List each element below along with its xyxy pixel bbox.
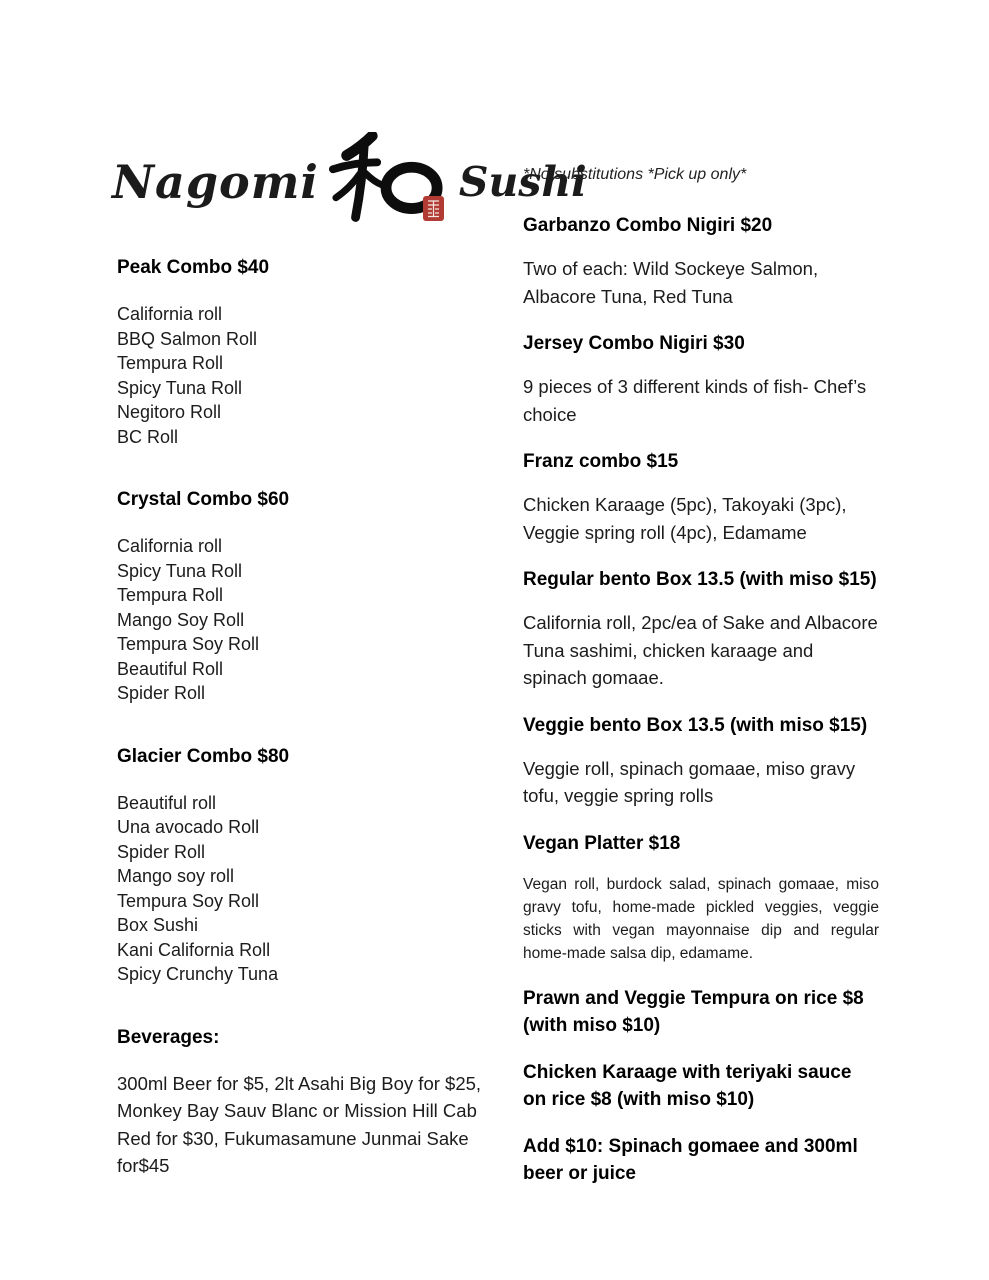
veggie-bento-desc: Veggie roll, spinach gomaae, miso gravy tofu, veggie spring rolls — [523, 757, 856, 806]
list-item: Una avocado Roll — [117, 817, 260, 837]
logo-text-sushi: Sushi — [458, 158, 587, 206]
glacier-combo-heading: Glacier Combo $80 — [117, 745, 290, 767]
logo-text-nagomi: Nagomi — [112, 155, 319, 209]
list-item: BC Roll — [117, 426, 179, 447]
list-item: Spicy Tuna Roll — [117, 560, 243, 581]
nagomi-kanji-logo — [327, 132, 445, 232]
list-item: California roll — [117, 304, 223, 324]
vegan-platter-desc: Vegan roll, burdock salad, spinach gomaae, miso gravy tofu, home-made pickled veggies, veggie sticks with vegan mayonnaise dip and regular home-made salsa dip, edamame. — [523, 875, 879, 962]
beverages-text: 300ml Beer for $5, 2lt Asahi Big Boy for $25, Monkey Bay Sauv Blanc or Mission Hill Cab Red for $30, Fukumasamune Junmai Sake for$45 — [117, 1072, 482, 1176]
list-item: Box Sushi — [117, 915, 199, 935]
franz-heading: Franz combo $15 — [523, 451, 679, 472]
jersey-heading: Jersey Combo Nigiri $30 — [523, 333, 745, 354]
peak-combo-heading: Peak Combo $40 — [117, 257, 270, 278]
list-item: Spicy Crunchy Tuna — [117, 964, 279, 984]
garbanzo-desc: Two of each: Wild Sockeye Salmon, Albacore Tuna, Red Tuna — [523, 258, 819, 307]
list-item: Kani California Roll — [117, 939, 271, 960]
regular-bento-desc: California roll, 2pc/ea of Sake and Albacore Tuna sashimi, chicken karaage and spinach gomaae. — [523, 612, 878, 688]
list-item: Tempura Soy Roll — [117, 890, 260, 911]
regular-bento-heading: Regular bento Box 13.5 (with miso $15) — [523, 569, 877, 590]
list-item: Tempura Roll — [117, 353, 224, 373]
substitutions-note: *No substitutions *Pick up only* — [523, 166, 747, 183]
chicken-karaage-rice-heading: Chicken Karaage with teriyaki sauce on rice $8 (with miso $10) — [523, 1061, 852, 1110]
list-item: Mango soy roll — [117, 866, 235, 886]
crystal-combo-list — [117, 534, 515, 706]
vegan-platter-heading: Vegan Platter $18 — [523, 832, 681, 854]
list-item: California roll — [117, 536, 223, 556]
list-item: Spicy Tuna Roll — [117, 377, 243, 398]
crystal-combo-heading: Crystal Combo $60 — [117, 489, 290, 510]
left-column — [117, 254, 515, 1180]
add-on-heading: Add $10: Spinach gomaee and 300ml beer or juice — [523, 1135, 858, 1184]
list-item: Spider Roll — [117, 683, 206, 703]
prawn-tempura-heading: Prawn and Veggie Tempura on rice $8 (with miso $10) — [523, 987, 864, 1036]
peak-combo-list — [117, 302, 515, 449]
glacier-combo-list — [117, 791, 515, 987]
franz-desc: Chicken Karaage (5pc), Takoyaki (3pc), Veggie spring roll (4pc), Edamame — [523, 494, 847, 543]
jersey-desc: 9 pieces of 3 different kinds of fish- Chef’s choice — [523, 376, 867, 425]
list-item: Tempura Roll — [117, 585, 224, 605]
list-item: Tempura Soy Roll — [117, 634, 260, 654]
beverages-heading: Beverages: — [117, 1026, 220, 1048]
red-seal-stamp-icon — [423, 196, 444, 221]
list-item: Negitoro Roll — [117, 402, 222, 422]
veggie-bento-heading: Veggie bento Box 13.5 (with miso $15) — [523, 714, 868, 736]
list-item: Spider Roll — [117, 841, 206, 862]
list-item: BBQ Salmon Roll — [117, 328, 258, 349]
list-item: Beautiful roll — [117, 792, 217, 813]
list-item: Beautiful Roll — [117, 658, 224, 679]
garbanzo-heading: Garbanzo Combo Nigiri $20 — [523, 215, 773, 236]
restaurant-logo — [112, 132, 587, 232]
right-column — [523, 165, 879, 1203]
list-item: Mango Soy Roll — [117, 609, 245, 630]
